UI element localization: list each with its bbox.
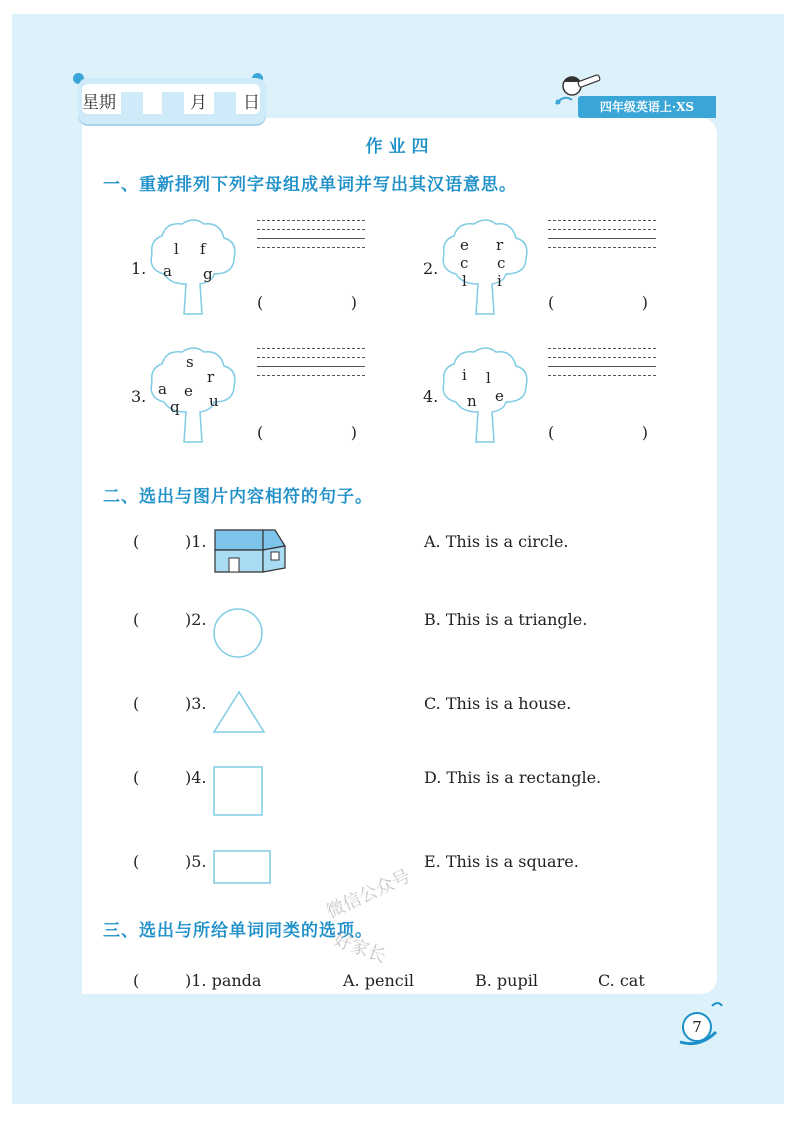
answer-paren-open[interactable]: ( <box>133 852 140 871</box>
item-number: 3. <box>131 387 147 406</box>
answer-lines[interactable] <box>257 348 365 384</box>
question-number: )1. <box>185 532 207 551</box>
section-2-heading: 二、选出与图片内容相符的句子。 <box>103 487 373 507</box>
tree-letter: u <box>209 392 219 410</box>
watermark-stamp <box>305 845 445 985</box>
option-b: B. pupil <box>475 971 538 990</box>
tree-letter: q <box>170 398 180 416</box>
day-field[interactable] <box>214 92 236 114</box>
item-number: 4. <box>423 387 439 406</box>
meaning-blank[interactable]: ( ) <box>548 423 648 442</box>
option-c: C. This is a house. <box>424 694 572 713</box>
answer-paren-open[interactable]: ( <box>133 610 140 629</box>
answer-paren-open[interactable]: ( <box>133 768 140 787</box>
page-title: 作业四 <box>365 137 435 157</box>
book-tag: 四年级英语上·XS <box>578 96 716 118</box>
option-d: D. This is a rectangle. <box>424 768 602 787</box>
question-number: )2. <box>185 610 207 629</box>
month-field[interactable] <box>162 92 184 114</box>
tree-letter: e <box>460 236 469 254</box>
weekday-label: 星期 <box>82 93 116 113</box>
option-a: A. pencil <box>343 971 414 990</box>
question-number: )4. <box>185 768 207 787</box>
tree-letter: f <box>200 240 206 258</box>
stamp-text-top: 微信公众号 <box>323 865 414 923</box>
tree-letter: g <box>203 265 213 283</box>
tree-letter: l <box>462 272 467 290</box>
tree-icon <box>440 218 530 316</box>
question-number: )3. <box>185 694 207 713</box>
section-1-heading: 一、重新排列下列字母组成单词并写出其汉语意思。 <box>103 175 517 195</box>
option-b: B. This is a triangle. <box>424 610 588 629</box>
tree-letter: l <box>486 369 491 387</box>
meaning-blank[interactable]: ( ) <box>548 293 648 312</box>
weekday-field[interactable] <box>121 92 143 114</box>
tree-letter: i <box>462 366 467 384</box>
meaning-blank[interactable]: ( ) <box>257 293 357 312</box>
tree-letter: s <box>186 353 194 371</box>
tree-letter: c <box>460 254 469 272</box>
answer-lines[interactable] <box>548 220 656 256</box>
tree-letter: a <box>163 262 172 280</box>
tree-letter: l <box>174 240 179 258</box>
answer-paren-open[interactable]: ( <box>133 694 140 713</box>
tree-letter: r <box>207 368 215 386</box>
meaning-blank[interactable]: ( ) <box>257 423 357 442</box>
option-e: E. This is a square. <box>424 852 579 871</box>
option-c: C. cat <box>598 971 645 990</box>
day-label: 日 <box>243 93 260 113</box>
question-number: )5. <box>185 852 207 871</box>
month-label: 月 <box>190 93 207 113</box>
tree-letter: r <box>496 236 504 254</box>
answer-lines[interactable] <box>257 220 365 256</box>
section-3-heading: 三、选出与所给单词同类的选项。 <box>103 921 373 941</box>
tree-letter: c <box>497 254 506 272</box>
triangle-icon <box>212 690 266 734</box>
tree-letter: e <box>495 387 504 405</box>
tree-letter: i <box>497 272 502 290</box>
tree-icon <box>148 218 238 316</box>
answer-paren-open[interactable]: ( <box>133 971 140 990</box>
page-number: 7 <box>682 1012 712 1042</box>
tree-letter: n <box>467 392 477 410</box>
question-text: )1. panda <box>185 971 262 990</box>
item-number: 1. <box>131 259 147 278</box>
square-icon <box>213 766 263 816</box>
item-number: 2. <box>423 259 439 278</box>
rectangle-icon <box>213 850 271 884</box>
tree-letter: a <box>158 380 167 398</box>
tree-letter: e <box>184 382 193 400</box>
circle-icon <box>212 607 264 659</box>
tree-icon <box>440 346 530 444</box>
option-a: A. This is a circle. <box>424 532 569 551</box>
stamp-text-bottom: 好家长 <box>330 929 389 968</box>
answer-paren-open[interactable]: ( <box>133 532 140 551</box>
answer-lines[interactable] <box>548 348 656 384</box>
house-icon <box>213 528 287 574</box>
